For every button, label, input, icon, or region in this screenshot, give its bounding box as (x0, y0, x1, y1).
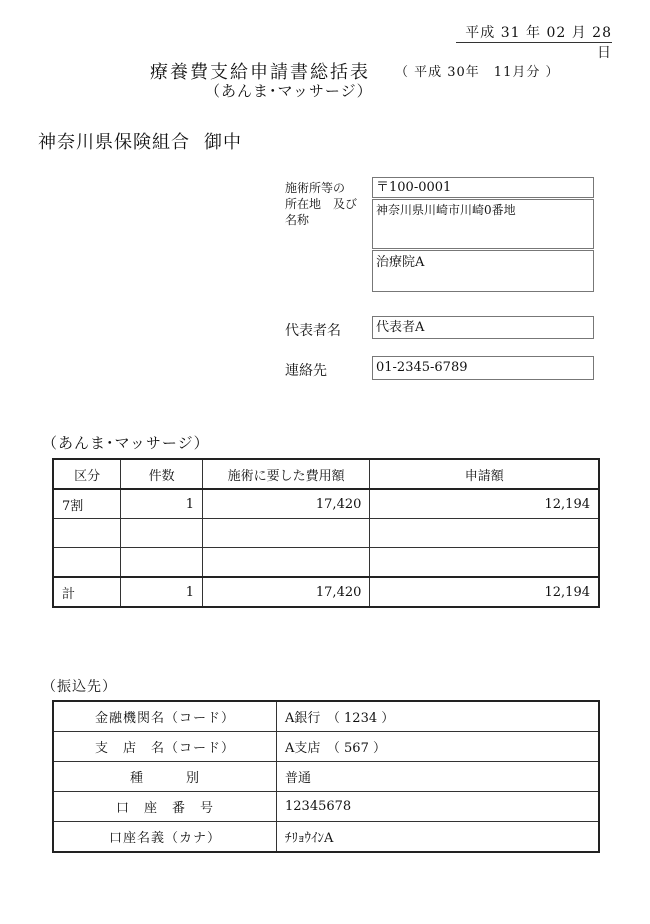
row-cost (202, 519, 369, 548)
bank-name-value: A銀行 （ 1234 ） (277, 701, 600, 732)
row-count: 1 (121, 489, 203, 519)
total-count: 1 (121, 577, 203, 607)
addressee-name: 神奈川県保険組合 (38, 132, 190, 153)
table-row (53, 519, 599, 548)
facility-label (285, 180, 357, 228)
table-row (53, 548, 599, 578)
row-count (121, 519, 203, 548)
bank-row (53, 762, 599, 792)
account-number-label: 口 座 番 号 (53, 792, 277, 822)
facility-label-line: 所在地 及び (285, 197, 358, 211)
document-title: 療養費支給申請書総括表 (150, 62, 370, 83)
row-category (53, 548, 121, 578)
total-cost: 17,420 (202, 577, 369, 607)
bank-name-label: 金融機関名（コード） (53, 701, 277, 732)
document-subtitle: （あんま･マッサージ） (205, 82, 373, 100)
document-date: 平成 31 年 02 月 28 日 (456, 22, 612, 43)
summary-header-row (53, 459, 599, 489)
facility-label-line: 施術所等の (285, 181, 346, 195)
row-category: 7割 (53, 489, 121, 519)
address-field: 神奈川県川崎市川崎0番地 (372, 199, 594, 249)
row-count (121, 548, 203, 578)
header-category: 区分 (53, 459, 121, 489)
facility-label-line: 名称 (285, 213, 310, 227)
postal-code-field: 〒100-0001 (372, 177, 594, 198)
row-claim: 12,194 (370, 489, 599, 519)
representative-field: 代表者A (372, 316, 594, 339)
bank-section-label: （振込先） (42, 679, 117, 695)
branch-name-label: 支 店 名（コード） (53, 732, 277, 762)
facility-name-field: 治療院A (372, 250, 594, 292)
row-cost (202, 548, 369, 578)
summary-section-label: （あんま･マッサージ） (42, 434, 210, 452)
account-holder-label: 口座名義（カナ） (53, 822, 277, 853)
representative-label: 代表者名 (285, 323, 341, 339)
total-claim: 12,194 (370, 577, 599, 607)
bank-row (53, 701, 599, 732)
row-category (53, 519, 121, 548)
account-type-value: 普通 (277, 762, 600, 792)
summary-table (52, 458, 600, 608)
contact-field: 01-2345-6789 (372, 356, 594, 380)
bank-row (53, 822, 599, 853)
total-category: 計 (53, 577, 121, 607)
account-type-label: 種 別 (53, 762, 277, 792)
account-holder-value: ﾁﾘｮｳｲﾝA (277, 822, 600, 853)
header-claim: 申請額 (370, 459, 599, 489)
row-claim (370, 548, 599, 578)
account-number-value: 12345678 (277, 792, 600, 822)
bank-row (53, 732, 599, 762)
header-count: 件数 (121, 459, 203, 489)
table-row (53, 489, 599, 519)
addressee-honorific: 御中 (204, 132, 242, 153)
header-cost: 施術に要した費用額 (202, 459, 369, 489)
addressee (38, 128, 242, 154)
branch-name-value: A支店 （ 567 ） (277, 732, 600, 762)
bank-table (52, 700, 600, 853)
row-cost: 17,420 (202, 489, 369, 519)
claim-period: （ 平成 30年 11月分 ） (395, 65, 560, 80)
bank-row (53, 792, 599, 822)
contact-label: 連絡先 (285, 363, 327, 379)
total-row (53, 577, 599, 607)
row-claim (370, 519, 599, 548)
